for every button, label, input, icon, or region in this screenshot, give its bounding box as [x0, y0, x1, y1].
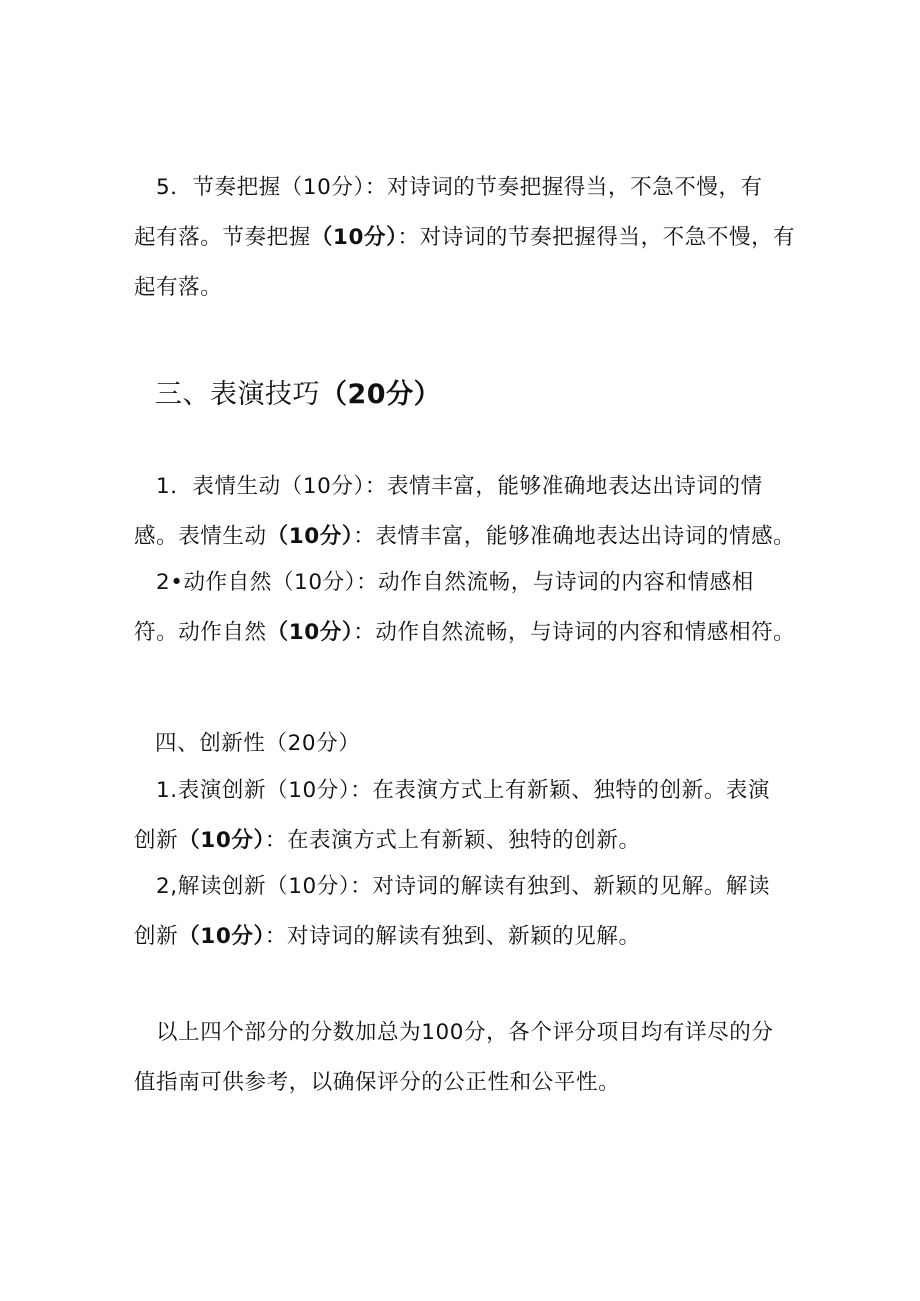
movement-line-1: 2•动作自然（10分）：动作自然流畅，与诗词的内容和情感相 — [156, 570, 754, 595]
expression-paragraph — [134, 462, 814, 562]
section3-heading-score: （20分） — [320, 379, 442, 410]
expression-line-1: 1．表情生动（10分）：表情丰富，能够准确地表达出诗词的情 — [156, 474, 763, 499]
summary-line-1: 以上四个部分的分数加总为100分，各个评分项目均有详尽的分 — [156, 1020, 774, 1045]
movement-line-2c: ：动作自然流畅，与诗词的内容和情感相符。 — [353, 620, 796, 645]
rhythm-paragraph — [134, 163, 814, 313]
interpretation-innovation-line-1: 2,解读创新（10分）：对诗词的解读有独到、新颖的见解。解读 — [156, 874, 771, 899]
performance-innovation-paragraph — [134, 766, 814, 866]
rhythm-line-2a: 起有落。节奏把握 — [134, 225, 311, 250]
section3-heading-text: 三、表演技巧 — [155, 379, 320, 410]
movement-paragraph — [134, 558, 814, 658]
performance-innovation-line-1: 1.表演创新（10分）：在表演方式上有新颖、独特的创新。表演 — [156, 778, 771, 803]
interpretation-innovation-line-2a: 创新 — [134, 924, 179, 949]
movement-score: （10分） — [266, 620, 354, 645]
rhythm-line-1: 5．节奏把握（10分）：对诗词的节奏把握得当，不急不慢，有 — [156, 175, 763, 200]
expression-line-2c: ：表情丰富，能够准确地表达出诗词的情感。 — [353, 524, 796, 549]
performance-innovation-score: （10分） — [178, 828, 265, 853]
summary-paragraph — [134, 1008, 814, 1108]
section3-heading — [155, 375, 441, 415]
expression-line-2a: 感。表情生动 — [134, 524, 267, 549]
performance-innovation-line-2c: ：在表演方式上有新颖、独特的创新。 — [264, 828, 641, 853]
interpretation-innovation-score: （10分） — [178, 924, 265, 949]
section4-heading: 四、创新性（20分） — [155, 731, 361, 756]
summary-line-2: 值指南可供参考，以确保评分的公正性和公平性。 — [134, 1070, 621, 1095]
interpretation-innovation-paragraph — [134, 862, 814, 962]
interpretation-innovation-line-2c: ：对诗词的解读有独到、新颖的见解。 — [264, 924, 641, 949]
performance-innovation-line-2a: 创新 — [134, 828, 179, 853]
rhythm-score: （10分） — [310, 225, 398, 250]
movement-line-2a: 符。动作自然 — [134, 620, 267, 645]
rhythm-line-3: 起有落。 — [134, 275, 223, 300]
expression-score: （10分） — [266, 524, 354, 549]
rhythm-line-2c: ：对诗词的节奏把握得当，不急不慢，有 — [397, 225, 796, 250]
